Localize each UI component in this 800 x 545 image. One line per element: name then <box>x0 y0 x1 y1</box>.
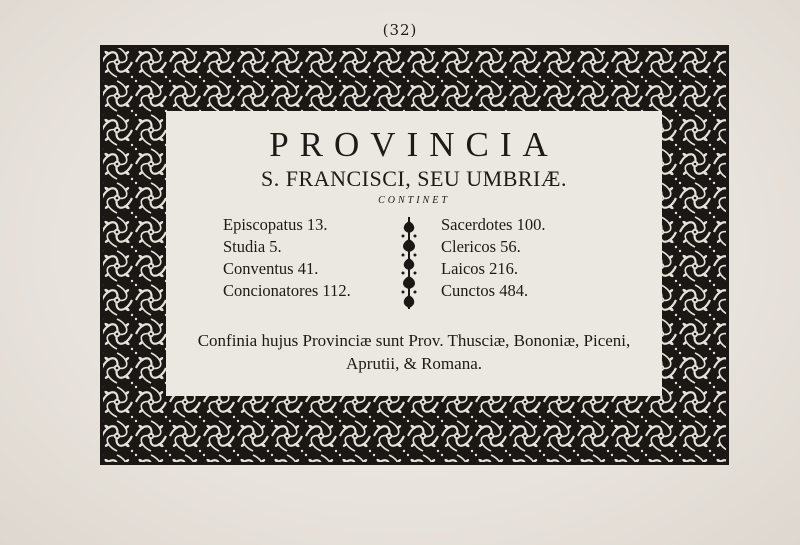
continet-label: CONTINET <box>378 195 450 206</box>
right-column <box>441 214 545 302</box>
left-item-episcopatus: Episcopatus 13. <box>223 215 328 234</box>
confinia-text <box>166 329 662 375</box>
left-item-concionatores: Concionatores 112. <box>223 281 351 300</box>
right-item-laicos: Laicos 216. <box>441 259 518 278</box>
page-number: (32) <box>382 21 418 39</box>
right-item-clericos: Clericos 56. <box>441 237 521 256</box>
left-item-studia: Studia 5. <box>223 237 282 256</box>
left-item-conventus: Conventus 41. <box>223 259 319 278</box>
subtitle: S. FRANCISCI, SEU UMBRIÆ. <box>261 166 567 191</box>
confinia-line-1: Confinia hujus Provinciæ sunt Prov. Thusciæ, Bononiæ, Piceni, <box>197 331 631 350</box>
confinia-line-2: Aprutii, & Romana. <box>346 354 482 373</box>
right-item-cunctos: Cunctos 484. <box>441 281 529 300</box>
main-title: PROVINCIA <box>269 125 559 164</box>
left-column <box>223 214 351 302</box>
text-panel <box>166 111 662 396</box>
vertical-ornament-icon <box>400 217 418 309</box>
right-item-sacerdotes: Sacerdotes 100. <box>441 215 546 234</box>
